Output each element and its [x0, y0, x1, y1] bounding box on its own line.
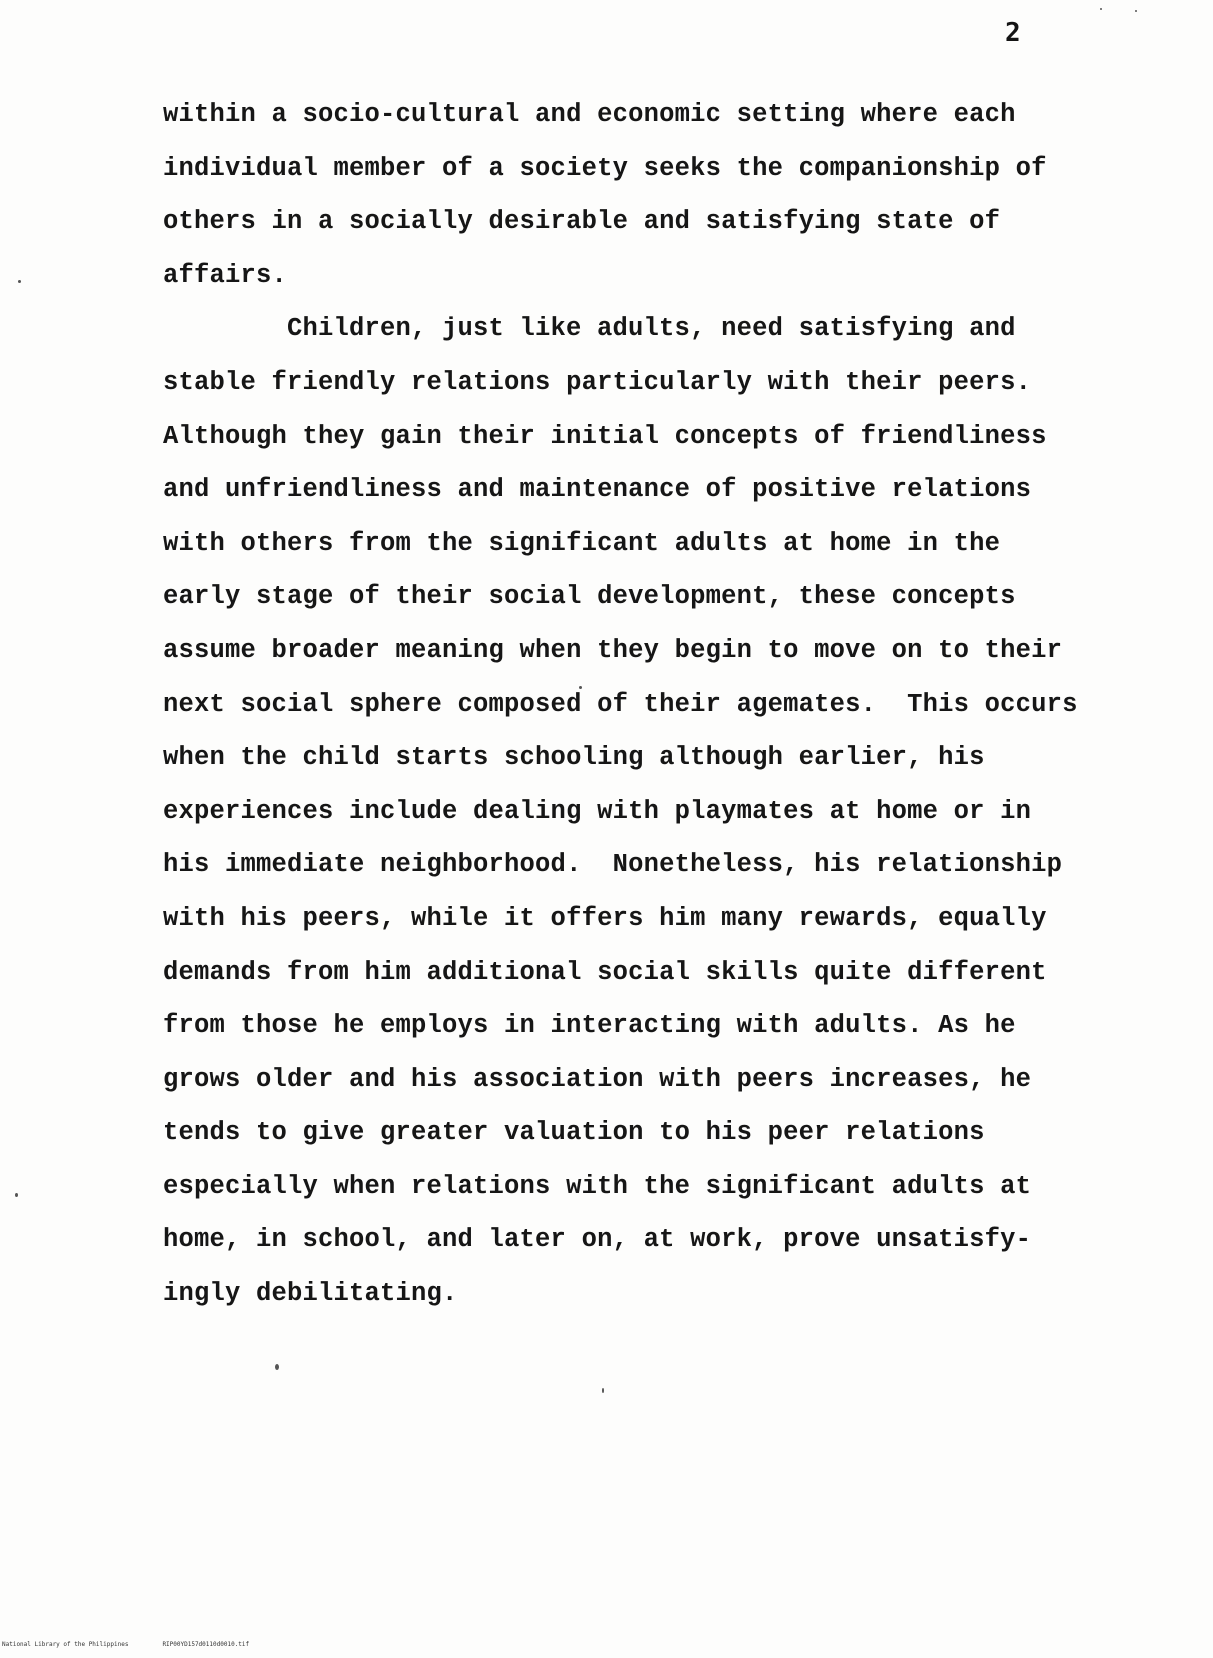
text-line: and unfriendliness and maintenance of positive relations — [163, 475, 1032, 505]
body-text — [163, 88, 1083, 1321]
scan-speck — [275, 1364, 279, 1370]
scan-footer — [2, 1641, 249, 1648]
text-line: with others from the significant adults at home in the — [163, 528, 1001, 558]
text-line: assume broader meaning when they begin to move on to their — [163, 635, 1063, 665]
text-line: when the child starts schooling although earlier, his — [163, 743, 985, 773]
scan-speck — [1100, 8, 1102, 10]
text-line: within a socio-cultural and economic setting where each — [163, 100, 1016, 129]
text-line: demands from him additional social skills quite different — [163, 957, 1047, 987]
text-line: tends to give greater valuation to his peer relations — [163, 1118, 985, 1148]
text-line: his immediate neighborhood. Nonetheless, his relationship — [163, 850, 1063, 880]
footer-library: National Library of the Philippines — [2, 1641, 129, 1648]
text-line: especially when relations with the significant adults at — [163, 1171, 1032, 1201]
text-line: others in a socially desirable and satisfying state of — [163, 207, 1001, 237]
scan-speck — [1135, 10, 1137, 12]
text-line: home, in school, and later on, at work, prove unsatisfy- — [163, 1225, 1032, 1255]
text-line: next social sphere composed of their agemates. This occurs — [163, 689, 1078, 719]
text-line: experiences include dealing with playmates at home or in — [163, 796, 1032, 826]
scan-speck — [18, 280, 21, 283]
text-line: affairs. — [163, 260, 288, 290]
footer-file-id: RIP00YD157d0110d0010.tif — [162, 1641, 250, 1648]
text-line: Although they gain their initial concepts of friendliness — [163, 421, 1047, 451]
text-line: individual member of a society seeks the companionship of — [163, 153, 1047, 183]
text-line: with his peers, while it offers him many rewards, equally — [163, 903, 1047, 933]
text-line: ingly debilitating. — [163, 1279, 458, 1309]
scan-speck — [602, 1388, 604, 1393]
text-line: early stage of their social development, these concepts — [163, 582, 1016, 612]
paragraph-first-line: Children, just like adults, need satisfying and — [287, 314, 1016, 344]
scan-speck — [15, 1193, 18, 1197]
text-line: stable friendly relations particularly with their peers. — [163, 367, 1032, 397]
scan-speck — [579, 686, 582, 689]
text-line: from those he employs in interacting with adults. As he — [163, 1011, 1016, 1041]
text-line: grows older and his association with peers increases, he — [163, 1064, 1032, 1094]
page-number: 2 — [1005, 18, 1021, 48]
